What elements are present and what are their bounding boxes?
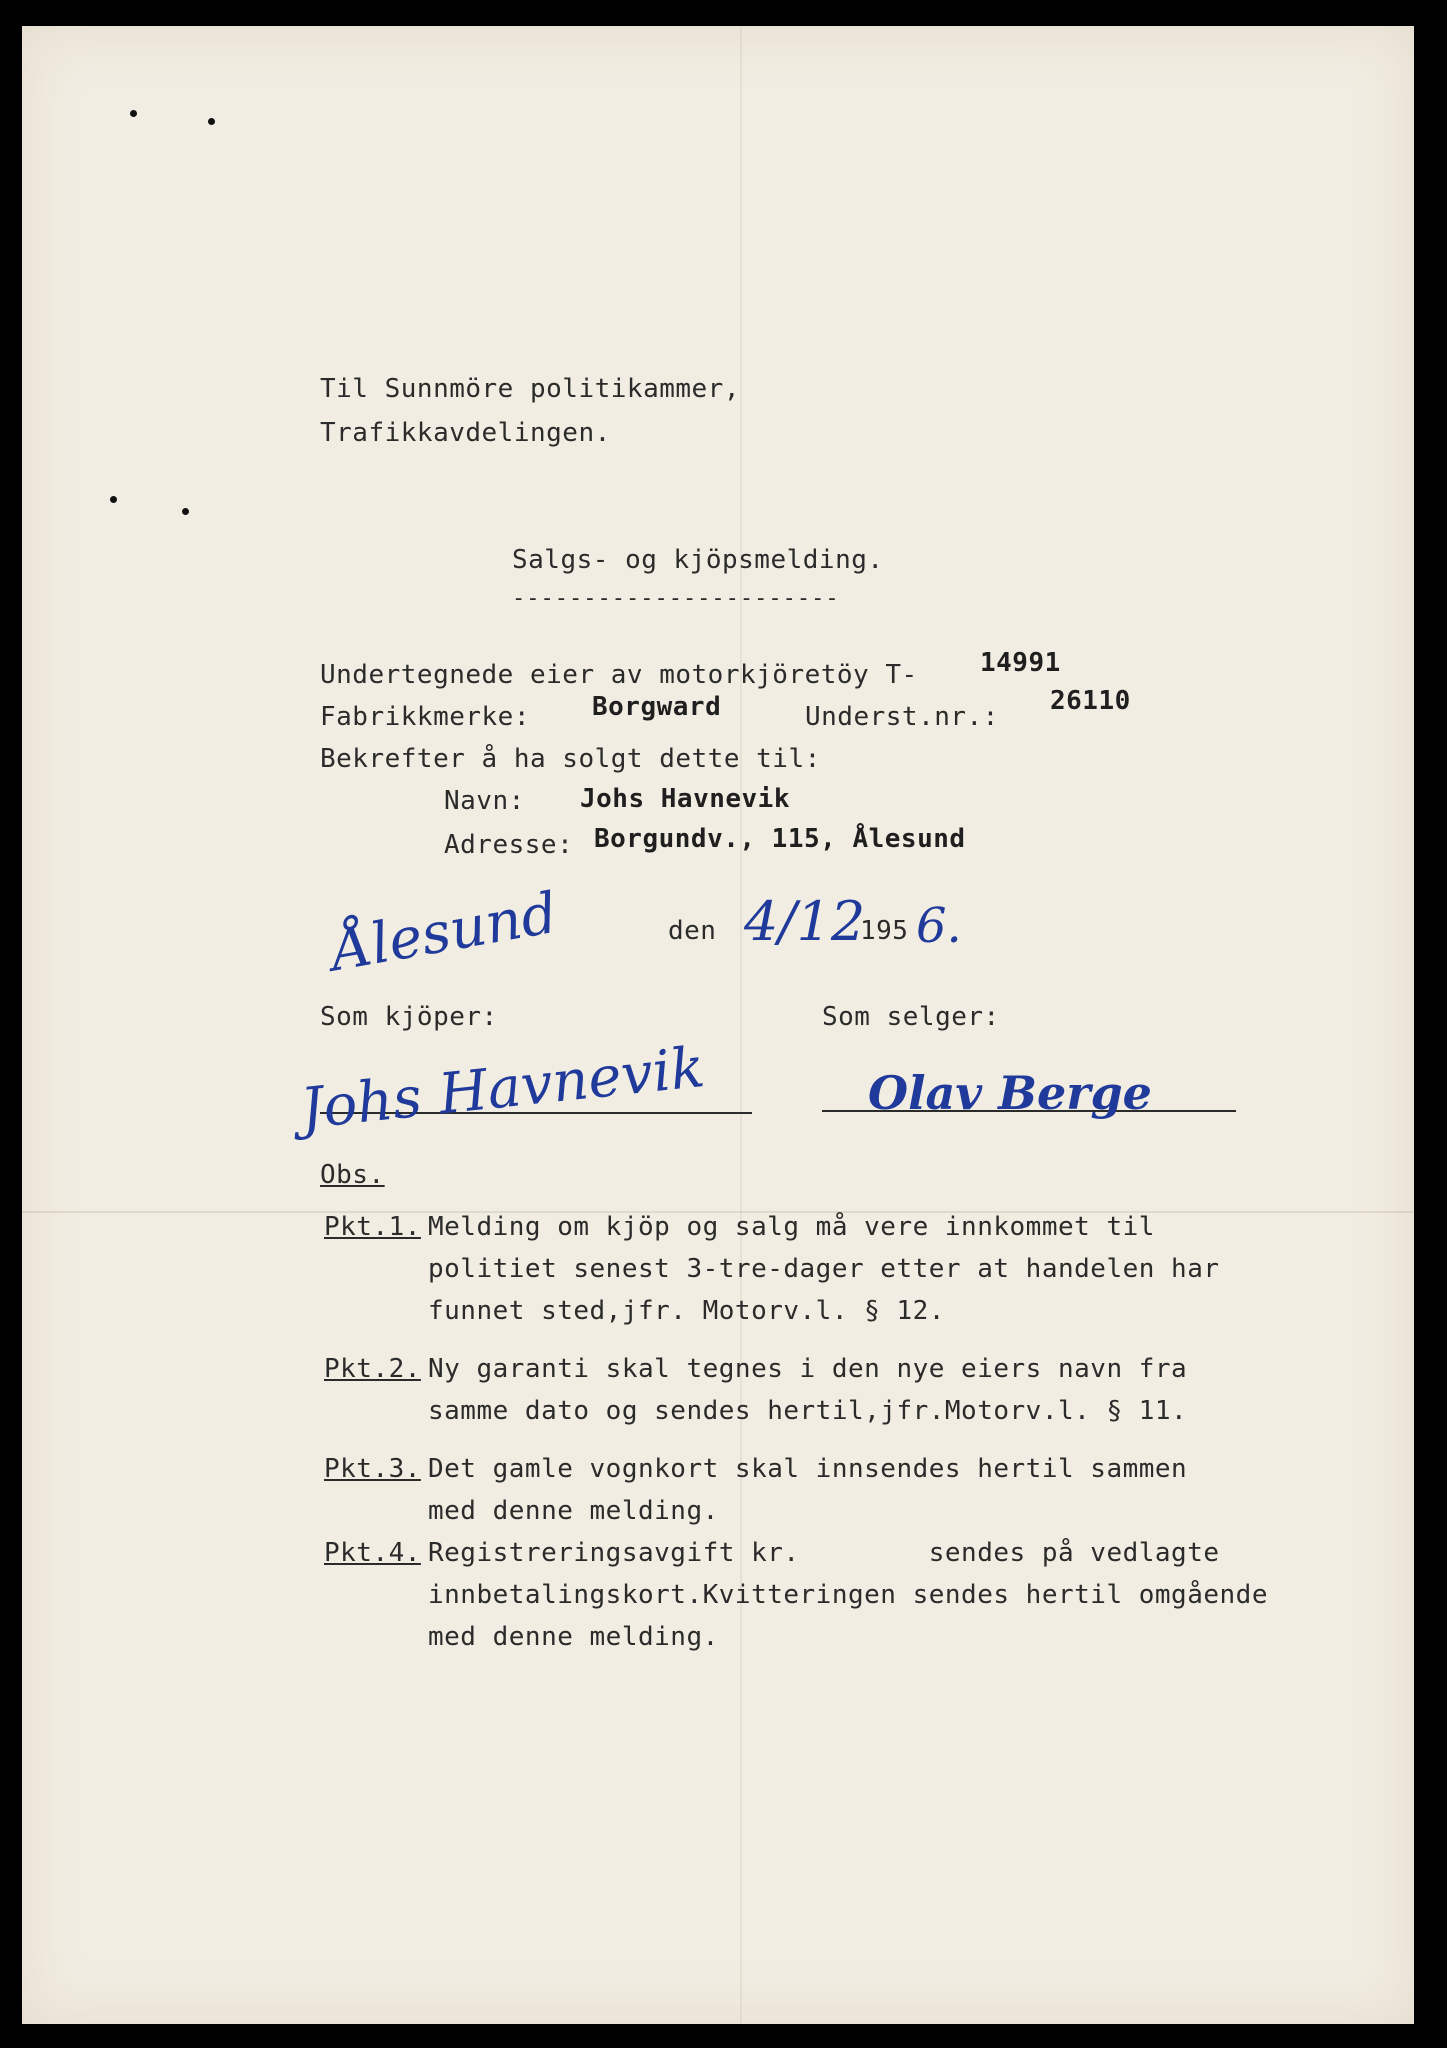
note-1-label: Pkt.1. xyxy=(324,1212,421,1242)
buyer-address: Borgundv., 115, Ålesund xyxy=(594,824,966,854)
seller-signature: Olav Berge xyxy=(868,1066,1152,1120)
note-4-line-1: Registreringsavgift kr. sendes på vedlagte xyxy=(428,1538,1220,1568)
year-prefix: 195 xyxy=(860,916,909,946)
punch-mark xyxy=(130,110,137,117)
seller-signature-label: Som selger: xyxy=(822,1002,1000,1032)
registration-number: 14991 xyxy=(980,648,1061,678)
note-3-line-1: Det gamle vognkort skal innsendes hertil sammen xyxy=(428,1454,1188,1484)
obs-label: Obs. xyxy=(320,1160,385,1190)
buyer-name-label: Navn: xyxy=(444,786,525,816)
punch-mark xyxy=(110,496,117,503)
fold-crease-vertical xyxy=(740,26,742,2024)
title-underline: ----------------------- xyxy=(512,586,840,611)
den-label: den xyxy=(668,916,717,946)
punch-mark xyxy=(182,508,189,515)
note-4-line-2: innbetalingskort.Kvitteringen sendes hertil omgående xyxy=(428,1580,1268,1610)
vehicle-make: Borgward xyxy=(592,692,722,722)
addressee-line-1: Til Sunnmöre politikammer, xyxy=(320,374,740,404)
handwritten-place: Ålesund xyxy=(326,880,563,985)
chassis-number: 26110 xyxy=(1050,686,1131,716)
note-2-line-1: Ny garanti skal tegnes i den nye eiers navn fra xyxy=(428,1354,1188,1384)
buyer-signature-label: Som kjöper: xyxy=(320,1002,498,1032)
buyer-signature: Johs Havnevik xyxy=(297,1034,708,1143)
document-title: Salgs- og kjöpsmelding. xyxy=(512,545,884,575)
make-label: Fabrikkmerke: xyxy=(320,702,530,732)
chassis-label: Underst.nr.: xyxy=(805,702,999,732)
note-1-line-1: Melding om kjöp og salg må vere innkommet til xyxy=(428,1212,1155,1242)
note-3-line-2: med denne melding. xyxy=(428,1496,719,1526)
note-2-line-2: samme dato og sendes hertil,jfr.Motorv.l. § 11. xyxy=(428,1396,1188,1426)
note-1-line-3: funnet sted,jfr. Motorv.l. § 12. xyxy=(428,1296,945,1326)
buyer-name: Johs Havnevik xyxy=(580,784,790,814)
note-2-label: Pkt.2. xyxy=(324,1354,421,1384)
document-page xyxy=(22,26,1414,2024)
note-4-line-3: med denne melding. xyxy=(428,1622,719,1652)
buyer-address-label: Adresse: xyxy=(444,830,574,860)
punch-mark xyxy=(208,118,215,125)
note-4-label: Pkt.4. xyxy=(324,1538,421,1568)
addressee-line-2: Trafikkavdelingen. xyxy=(320,418,611,448)
handwritten-date: 4/12 xyxy=(744,890,866,953)
owner-label: Undertegnede eier av motorkjöretöy T- xyxy=(320,660,918,690)
note-1-line-2: politiet senest 3-tre-dager etter at handelen har xyxy=(428,1254,1220,1284)
handwritten-year-suffix: 6. xyxy=(916,898,962,954)
note-3-label: Pkt.3. xyxy=(324,1454,421,1484)
confirm-label: Bekrefter å ha solgt dette til: xyxy=(320,744,821,774)
